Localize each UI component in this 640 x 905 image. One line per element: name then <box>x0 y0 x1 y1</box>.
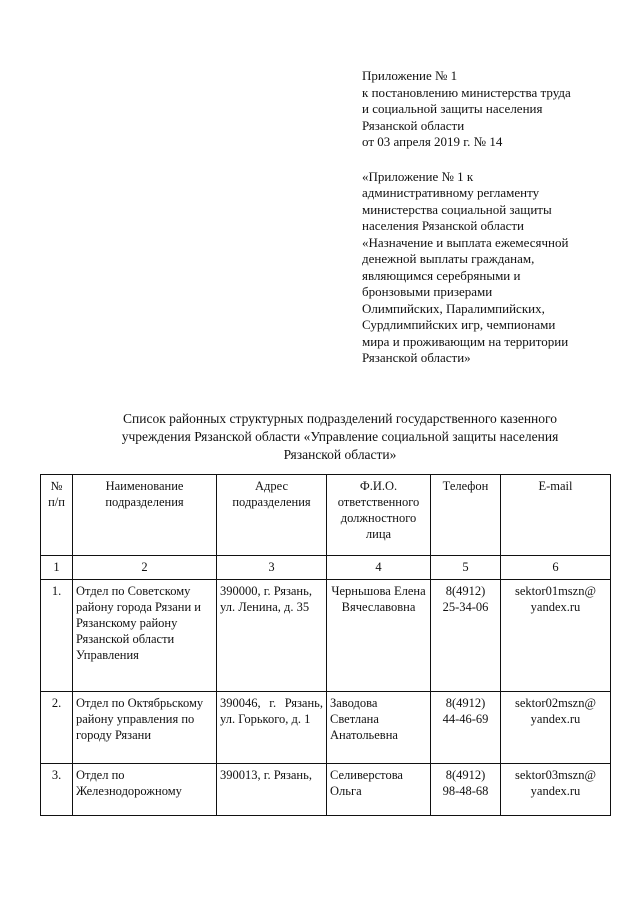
email-user: sektor02mszn@ <box>515 696 596 710</box>
row-email <box>501 692 611 764</box>
header-num: № п/п <box>41 475 73 556</box>
row-email <box>501 580 611 692</box>
column-number: 5 <box>431 556 501 580</box>
reglament-line: Олимпийских, Паралимпийских, <box>362 300 545 316</box>
row-name: Отдел по Советскому району города Рязани и Рязанскому району Рязанской области Управления <box>73 580 217 692</box>
header-phone: Телефон <box>431 475 501 556</box>
heading-line: учреждения Рязанской области «Управление социальной защиты населения <box>121 429 559 444</box>
row-phone <box>431 692 501 764</box>
annex-block <box>362 68 622 367</box>
column-number-row <box>41 556 611 580</box>
annex-line: к постановлению министерства труда <box>362 84 571 100</box>
column-number: 2 <box>73 556 217 580</box>
annex-line: от 03 апреля 2019 г. № 14 <box>362 134 503 149</box>
heading-line: Список районных структурных подразделений государственного казенного <box>123 411 557 426</box>
list-heading <box>40 410 640 464</box>
annex-line: Приложение № 1 <box>362 68 458 83</box>
email-domain: yandex.ru <box>530 784 581 798</box>
row-email <box>501 764 611 816</box>
annex-line: и социальной защиты населения <box>362 101 543 116</box>
table-row <box>41 692 611 764</box>
row-num: 2. <box>41 692 73 764</box>
column-number: 6 <box>501 556 611 580</box>
row-name: Отдел по Октябрьскому району управления по городу Рязани <box>73 692 217 764</box>
row-num: 1. <box>41 580 73 692</box>
phone-number: 44-46-69 <box>442 712 489 726</box>
reglament-line: Сурдлимпийских игр, чемпионами <box>362 317 556 332</box>
row-address: 390000, г. Рязань, ул. Ленина, д. 35 <box>217 580 327 692</box>
header-name: Наименование подразделения <box>73 475 217 556</box>
reglament-line: населения Рязанской области <box>362 218 524 233</box>
email-user: sektor03mszn@ <box>515 768 596 782</box>
reglament-line: денежной выплаты гражданам, <box>362 251 535 266</box>
reglament-line: «Назначение и выплата ежемесячной <box>362 234 569 250</box>
row-person: Селиверстова Ольга <box>327 764 431 816</box>
reglament-line: министерства социальной защиты <box>362 201 552 217</box>
reglament-line: «Приложение № 1 к <box>362 168 474 184</box>
email-user: sektor01mszn@ <box>515 584 596 598</box>
units-table <box>40 474 611 816</box>
phone-number: 25-34-06 <box>442 600 489 614</box>
phone-code: 8(4912) <box>445 768 486 782</box>
column-number: 3 <box>217 556 327 580</box>
reglament-line: Рязанской области» <box>362 350 471 365</box>
email-domain: yandex.ru <box>530 600 581 614</box>
header-email: E-mail <box>501 475 611 556</box>
table-row <box>41 580 611 692</box>
phone-number: 98-48-68 <box>442 784 489 798</box>
row-phone <box>431 580 501 692</box>
column-number: 4 <box>327 556 431 580</box>
annex-line: Рязанской области <box>362 117 465 133</box>
reglament-line: являющимся серебряными и <box>362 267 521 283</box>
row-address: 390013, г. Рязань, <box>217 764 327 816</box>
reglament-line: мира и проживающим на территории <box>362 333 569 349</box>
row-num: 3. <box>41 764 73 816</box>
header-person: Ф.И.О. ответственного должностного лица <box>327 475 431 556</box>
annex-gap <box>362 151 622 169</box>
table-row <box>41 764 611 816</box>
row-person: Заводова Светлана Анатольевна <box>327 692 431 764</box>
phone-code: 8(4912) <box>445 696 486 710</box>
header-address: Адрес подразделения <box>217 475 327 556</box>
column-number: 1 <box>41 556 73 580</box>
reglament-line: административному регламенту <box>362 185 540 200</box>
email-domain: yandex.ru <box>530 712 581 726</box>
row-address: 390046, г. Рязань, ул. Горького, д. 1 <box>217 692 327 764</box>
reglament-line: бронзовыми призерами <box>362 284 493 299</box>
phone-code: 8(4912) <box>445 584 486 598</box>
heading-line: Рязанской области» <box>283 447 397 462</box>
row-name: Отдел по Железнодорожному <box>73 764 217 816</box>
table-header-row <box>41 475 611 556</box>
row-phone <box>431 764 501 816</box>
row-person: Черньшова Елена Вячеславовна <box>327 580 431 692</box>
